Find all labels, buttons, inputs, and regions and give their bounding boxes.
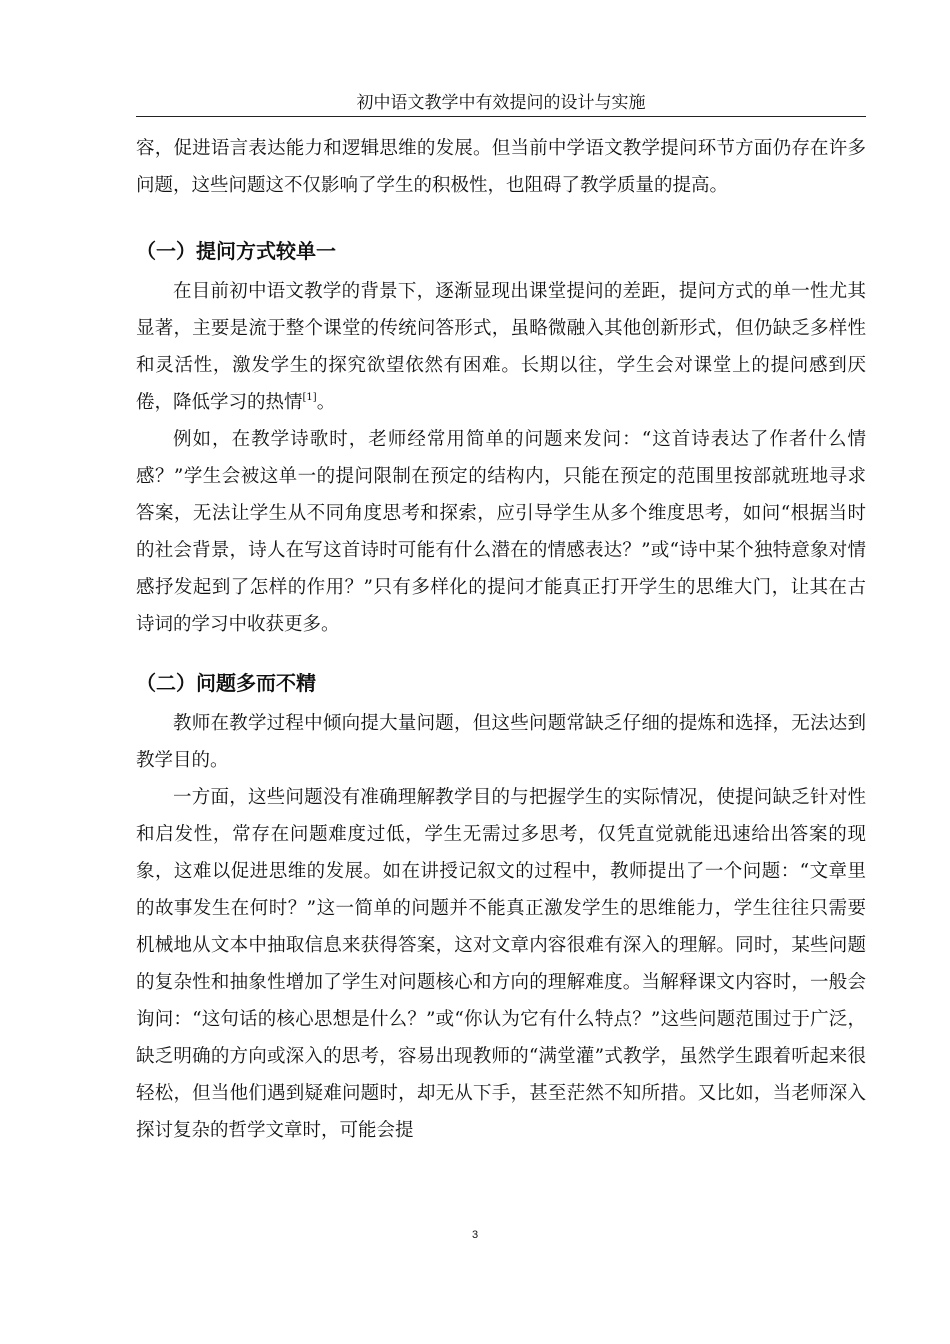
running-header: 初中语文教学中有效提问的设计与实施	[356, 93, 646, 113]
paragraph-text: 在目前初中语文教学的背景下，逐渐显现出课堂提问的差距，提问方式的单一性尤其显著，主要是流于整个课堂的传统问答形式，虽略微融入其他创新形式，但仍缺乏多样性和灵活性，激发学生的探究欲望依然有困难。长期以往，学生会对课堂上的提问感到厌倦，降低学习的热情	[136, 281, 866, 413]
body-text	[136, 130, 866, 1149]
header-rule	[136, 116, 866, 117]
paragraph-poetry-example: 例如，在教学诗歌时，老师经常用简单的问题来发问：“这首诗表达了作者什么情感？”学生会被这单一的提问限制在预定的结构内，只能在预定的范围里按部就班地寻求答案，无法让学生从不同角度思考和探索，应引导学生从多个维度思考，如问“根据当时的社会背景，诗人在写这首诗时可能有什么潜在的情感表达？”或“诗中某个独特意象对情感抒发起到了怎样的作用？”只有多样化的提问才能真正打开学生的思维大门，让其在古诗词的学习中收获更多。	[136, 429, 866, 635]
section-heading-2: （二）问题多而不精	[136, 671, 316, 695]
citation-ref[interactable]: [1]	[302, 392, 317, 403]
paragraph-too-many-questions: 教师在教学过程中倾向提大量问题，但这些问题常缺乏仔细的提炼和选择，无法达到教学目的。	[136, 713, 866, 771]
page-number: 3	[471, 1229, 479, 1241]
paragraph-single-method	[136, 273, 866, 421]
paragraph-continued: 容，促进语言表达能力和逻辑思维的发展。但当前中学语文教学提问环节方面仍存在许多问题，这些问题这不仅影响了学生的积极性，也阻碍了教学质量的提高。	[136, 138, 866, 196]
section-heading-1: （一）提问方式较单一	[136, 239, 336, 263]
paragraph-tail: 。	[316, 392, 336, 413]
paragraph-on-one-hand: 一方面，这些问题没有准确理解教学目的与把握学生的实际情况，使提问缺乏针对性和启发性，常存在问题难度过低，学生无需过多思考，仅凭直觉就能迅速给出答案的现象，这难以促进思维的发展。如在讲授记叙文的过程中，教师提出了一个问题：“文章里的故事发生在何时？”这一简单的问题并不能真正激发学生的思维能力，学生往往只需要机械地从文本中抽取信息来获得答案，这对文章内容很难有深入的理解。同时，某些问题的复杂性和抽象性增加了学生对问题核心和方向的理解难度。当解释课文内容时，一般会询问：“这句话的核心思想是什么？”或“你认为它有什么特点？”这些问题范围过于广泛，缺乏明确的方向或深入的思考，容易出现教师的“满堂灌”式教学，虽然学生跟着听起来很轻松，但当他们遇到疑难问题时，却无从下手，甚至茫然不知所措。又比如，当老师深入探讨复杂的哲学文章时，可能会提	[136, 787, 866, 1141]
